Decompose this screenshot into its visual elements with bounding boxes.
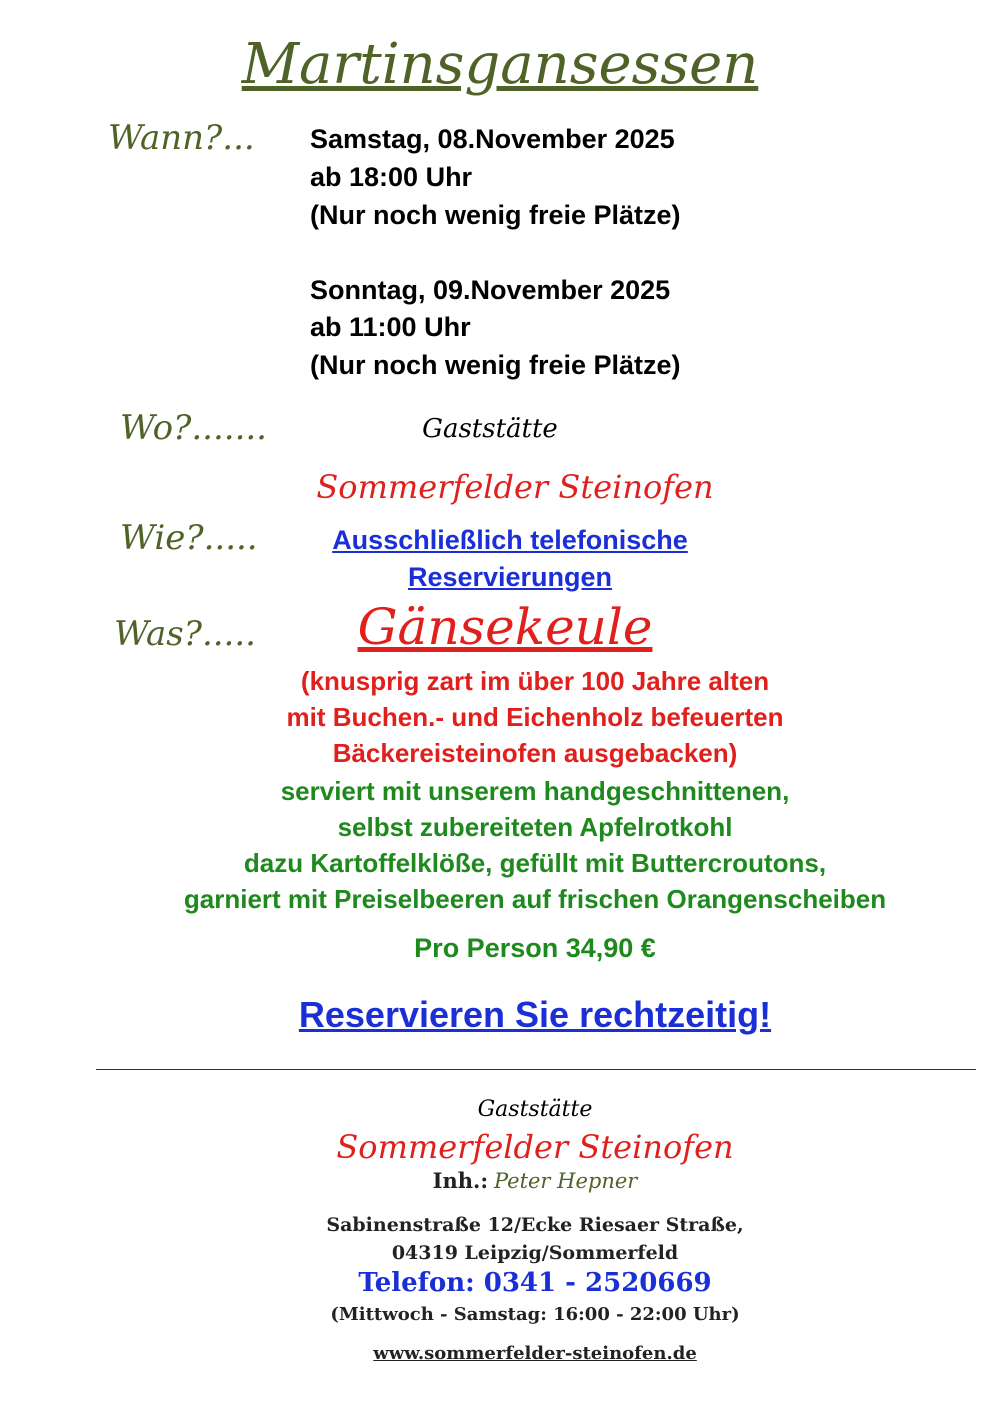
- reserve-cta-link[interactable]: Reservieren Sie rechtzeitig!: [298, 994, 772, 1035]
- dish-title: Gänsekeule: [357, 598, 653, 656]
- reservation-info-link[interactable]: Ausschließlich telefonische Reservierungen: [332, 525, 688, 592]
- date-sunday: Sonntag, 09.November 2025: [310, 275, 671, 305]
- page-title: Martinsgansessen: [241, 32, 759, 97]
- side-dish-line: selbst zubereiteten Apfelrotkohl: [337, 812, 733, 842]
- owner-prefix: Inh.:: [432, 1168, 489, 1193]
- dish-description-line: mit Buchen.- und Eichenholz befeuerten: [286, 702, 784, 732]
- where-label: Wo?.......: [120, 408, 267, 448]
- address-line-1: Sabinenstraße 12/Ecke Riesaer Straße,: [326, 1214, 744, 1236]
- side-dish-line: serviert mit unserem handgeschnittenen,: [280, 776, 790, 806]
- time-sunday: ab 11:00 Uhr: [310, 312, 471, 342]
- how-label: Wie?.....: [120, 518, 258, 558]
- date-saturday: Samstag, 08.November 2025: [310, 124, 675, 154]
- phone-number[interactable]: Telefon: 0341 - 2520669: [358, 1268, 712, 1298]
- dish-description-line: (knusprig zart im über 100 Jahre alten: [300, 666, 770, 696]
- price: Pro Person 34,90 €: [414, 933, 656, 963]
- availability-sunday: (Nur noch wenig freie Plätze): [310, 350, 681, 380]
- owner: [0, 1168, 1000, 1194]
- address-line-2: 04319 Leipzig/Sommerfeld: [391, 1242, 679, 1264]
- footer-venue-label: Gaststätte: [477, 1097, 593, 1122]
- side-dish-line: dazu Kartoffelklöße, gefüllt mit Buttercroutons,: [243, 848, 827, 878]
- opening-hours: (Mittwoch - Samstag: 16:00 - 22:00 Uhr): [330, 1304, 740, 1325]
- venue-name: Sommerfelder Steinofen: [316, 468, 714, 506]
- footer-venue-name: Sommerfelder Steinofen: [336, 1128, 734, 1166]
- availability-saturday: (Nur noch wenig freie Plätze): [310, 200, 681, 230]
- divider: [96, 1069, 976, 1070]
- what-label: Was?.....: [114, 614, 256, 654]
- owner-name: Peter Hepner: [493, 1169, 638, 1193]
- dish-description-line: Bäckereisteinofen ausgebacken): [332, 738, 738, 768]
- when-label: Wann?...: [108, 118, 255, 158]
- website-link[interactable]: www.sommerfelder-steinofen.de: [373, 1343, 697, 1364]
- side-dish-line: garniert mit Preiselbeeren auf frischen Orangenscheiben: [183, 884, 887, 914]
- venue-label: Gaststätte: [422, 414, 558, 444]
- time-saturday: ab 18:00 Uhr: [310, 162, 473, 192]
